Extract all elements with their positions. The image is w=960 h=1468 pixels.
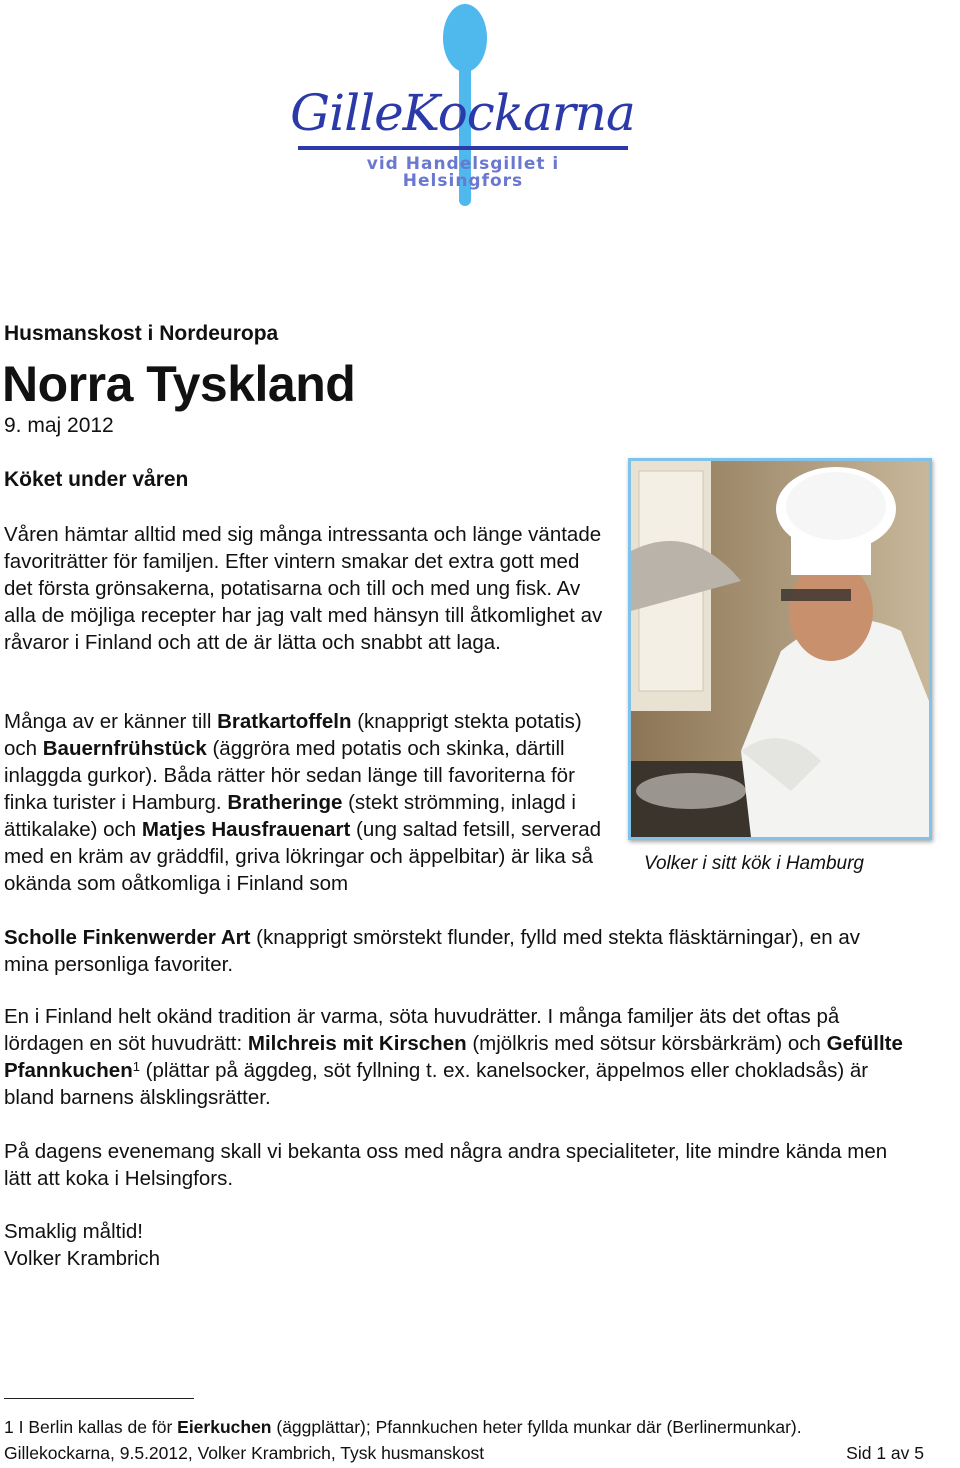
logo-tagline: vid Handelsgillet i Helsingfors [366, 154, 560, 191]
logo-rule [298, 146, 628, 150]
page-number: Sid 1 av 5 [846, 1443, 924, 1463]
closing: Smaklig måltid! [4, 1220, 143, 1243]
footnote-rule [4, 1398, 194, 1399]
chef-photo [628, 458, 932, 840]
paragraph-intro: Våren hämtar alltid med sig många intressanta och länge väntade favoriträtter för familjen. Efter vintern smakar det extra gott med det första grönsakerna, potatisarna och till och med ung fisk. Av alla de möjliga recepter har jag valt med hänsyn till åtkomlighet av råvaror i Finland och att de är lätta och snabbt att laga. [4, 523, 603, 654]
photo-caption: Volker i sitt kök i Hamburg [644, 853, 864, 874]
logo-name: GilleKockarna [290, 84, 635, 142]
page-title: Norra Tyskland [2, 356, 356, 412]
paragraph-event: På dagens evenemang skall vi bekanta oss med några andra specialiteter, lite mindre kända men lätt att koka i Helsingfors. [4, 1140, 888, 1190]
signature: Volker Krambrich [4, 1247, 161, 1270]
date: 9. maj 2012 [4, 414, 114, 437]
logo [290, 0, 635, 210]
paragraph-sweet: En i Finland helt okänd tradition är varma, söta huvudrätter. I många familjer äts det oftas på lördagen en söt huvudrätt: Milchreis mit Kirschen (mjölkris med sötsur körsbärkräm) och Gefüllte Pfannkuchen$^1$ (plättar på äggdeg, söt fyllning t. ex. kanelsocker, äppelmos eller chokladsås) är bland barnens älsklingsrätter. [4, 1005, 903, 1109]
kicker: Husmanskost i Nordeuropa [4, 322, 279, 345]
paragraph-dishes-cont: Scholle Finkenwerder Art (knapprigt smörstekt flunder, fylld med stekta fläsktärningar), en av mina personliga favoriter. [4, 926, 861, 976]
chef-image [631, 461, 929, 837]
footer-info: Gillekockarna, 9.5.2012, Volker Krambrich, Tysk husmanskost [4, 1443, 485, 1463]
paragraph-dishes: Många av er känner till Bratkartoffeln (knapprigt stekta potatis) och Bauernfrühstück (äggröra med potatis och skinka, därtill inlaggda gurkor). Båda rätter hör sedan länge till favoriterna för finka turister i Hamburg. Bratheringe (stekt strömming, inlagd i ättikalake) och Matjes Hausfrauenart (ung saltad fetsill, serverad med en kräm av gräddfil, griva lökringar och äppelbitar) är lika så okända som oåtkomliga i Finland som [4, 710, 602, 895]
section-heading: Köket under våren [4, 468, 189, 491]
footnote: 1 I Berlin kallas de för Eierkuchen (äggplättar); Pfannkuchen heter fyllda munkar där (Berlinermunkar). [4, 1417, 802, 1437]
